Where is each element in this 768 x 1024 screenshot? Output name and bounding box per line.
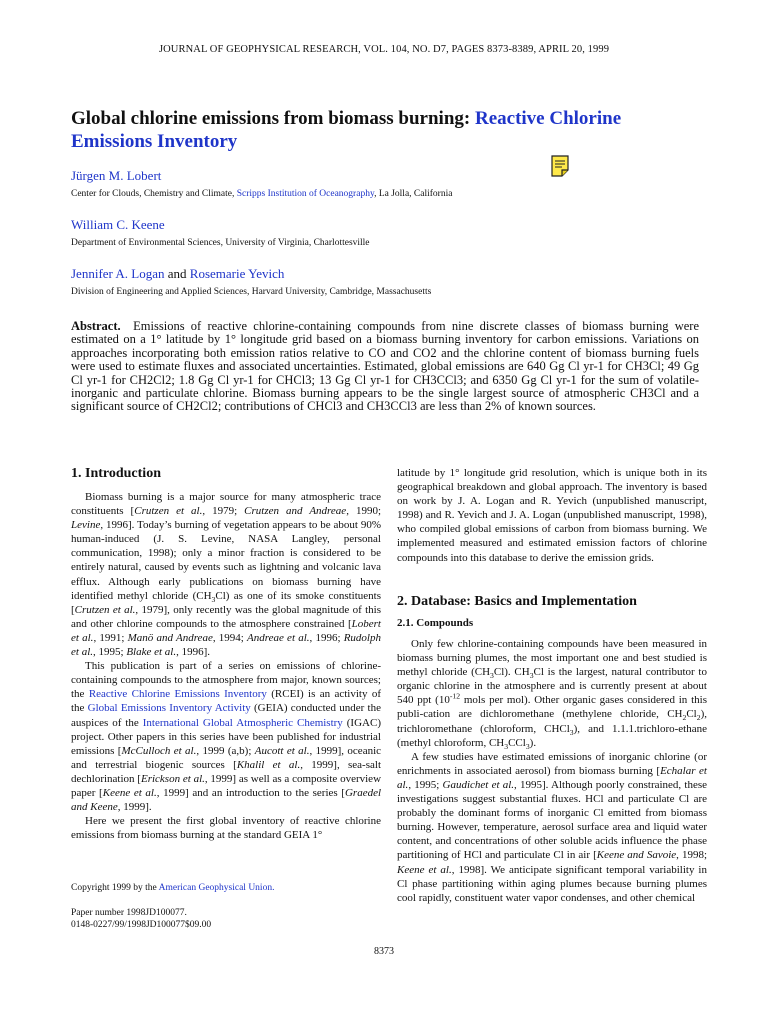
abstract — [71, 320, 699, 414]
abstract-text: Emissions of reactive chlorine-containing compounds from nine discrete classes of biomass burning were estimated on a 1° latitude by 1° longitude grid based on a biomass burning inventory for carbon emissions. Variations on approaches incorporating both emission ratios relative to CO and CO2 and the chlorine content of biomass burning fuels were used to estimate fluxes and associated uncertainties. Estimated, global emissions are 640 Gg Cl yr-1 for CH3Cl; 49 Gg Cl yr-1 for CH2Cl2; 1.8 Gg Cl yr-1 for CHCl3; 13 Gg Cl yr-1 for CH3CCl3; and 6350 Gg Cl yr-1 for the sum of volatile-inorganic and particulate chlorine. Biomass burning appears to be the single largest source of atmospheric CH3Cl and a significant source of CH2Cl2; contributions of CHCl3 and CH3CCl3 are less than 2% of known sources. — [71, 319, 700, 414]
compounds-column: Only few chlorine-containing compounds have been measured in biomass burning plumes, the most important one and best studied is methyl chloride $(CH_3Cl)$. $CH_3Cl$ is the largest, natural contributor to organic chlorine in the atmosphere and is currently present at about 540 ppt ($10^{-12}$ mols per mol). Other organic gases considered in this publi-cation are dichloromethane (methylene chloride, $CH_2Cl_2$), trichloromethane (chloroform, CHCl$_3$), and 1.1.1.trichloro-ethane (methyl chloroform, $CH_3CCl_3$). A few studies have estimated emissions of inorganic chlorine (or enrichments in associated aerosol) from biomass burning [Echalar et al., 1995; Gaudichet et al., 1995]. Although poorly constrained, these investigations suggest substantial fluxes. HCl and particulate Cl are probably the dominant forms of inorganic Cl emitted from biomass burning. However, temperature, aerosol surface area and liquid water content, and concentrations of other soluble acids influence the phase partitioning of HCl and particulate Cl in air [Keene and Savoie, 1998; Keene et al., 1998]. We anticipate significant temporal variability in Cl phase partitioning within aging plumes because burning plumes cool rapidly, constituent water vapor condenses, and other chemical — [397, 638, 707, 904]
issn: 0148-0227/99/1998JD100077$09.00 — [71, 920, 212, 930]
intro-heading: 1. Introduction — [71, 466, 161, 481]
sticky-note-icon[interactable] — [550, 155, 570, 177]
agu-link[interactable]: American Geophysical Union. — [158, 883, 275, 893]
affiliation-harvard: Division of Engineering and Applied Sciences, Harvard University, Cambridge, Massachusetts — [71, 287, 432, 297]
abstract-label: Abstract. — [71, 319, 121, 333]
authors-logan-yevich: Jennifer A. Logan and Rosemarie Yevich — [71, 266, 285, 281]
page-number: 8373 — [374, 946, 394, 957]
affiliation-lobert: Center for Clouds, Chemistry and Climate, Scripps Institution of Oceanography, La Jolla, California — [71, 189, 453, 199]
author-logan[interactable]: Jennifer A. Logan — [71, 266, 165, 281]
intro-continued: latitude by 1° longitude grid resolution, which is unique both in its geographical breakdown and global approach. The inventory is based on work by J. A. Logan and R. Yevich (unpublished manuscript, 1998) and R. Yevich and J. A. Logan (unpublished manuscript, 1998), who compiled global emissions of carbon from biomass burning. We implemented measured and estimated emission factors of chlorine compounds into this database to derive the emission grids. — [397, 467, 707, 564]
copyright: Copyright 1999 by the American Geophysical Union. — [71, 883, 275, 893]
journal-header: JOURNAL OF GEOPHYSICAL RESEARCH, VOL. 104, NO. D7, PAGES 8373-8389, APRIL 20, 1999 — [158, 44, 610, 55]
author-lobert[interactable]: Jürgen M. Lobert — [71, 168, 162, 183]
intro-column: Biomass burning is a major source for many atmospheric trace constituents [Crutzen et al., 1979; Crutzen and Andreae, 1990; Levine, 1996]. Today’s burning of vegetation appears to be about 90% human-induced (J. S. Levine, NASA Langley, personal communication, 1998); only a minor fraction is considered to be entirely natural, caused by events such as lightning and volcanic lava efflux. Although early publications on biomass burning have identified methyl chloride $(CH_3Cl)$ as one of its smoke constituents [Crutzen et al., 1979], only recently was the global magnitude of this and other chlorine compounds to the atmosphere constrained [Lobert et al., 1991; Manö and Andreae, 1994; Andreae et al., 1996; Rudolph et al., 1995; Blake et al., 1996]. This publication is part of a series on emissions of chlorine-containing compounds to the atmosphere from major, known sources; the Reactive Chlorine Emissions Inventory (RCEI) is an activity of the Global Emissions Inventory Activity (GEIA) conducted under the auspices of the International Global Atmospheric Chemistry (IGAC) project. Other papers in this series have been published for industrial emissions [McCulloch et al., 1999 (a,b); Aucott et al., 1999], oceanic and terrestrial biogenic sources [Khalil et al., 1999], sea-salt dechlorination [Erickson et al., 1999] as well as a composite overview paper [Keene et al., 1999] and an introduction to the series [Graedel and Keene, 1999]. Here we present the first global inventory of reactive chlorine emissions from biomass burning at the standard GEIA 1° — [71, 491, 382, 842]
affiliation-keene: Department of Environmental Sciences, University of Virginia, Charlottesville — [71, 238, 370, 248]
scripps-link[interactable]: Scripps Institution of Oceanography — [236, 189, 375, 199]
database-heading: 2. Database: Basics and Implementation — [397, 594, 637, 609]
compounds-heading: 2.1. Compounds — [397, 617, 474, 629]
paper-number: Paper number 1998JD100077. — [71, 908, 187, 918]
author-yevich[interactable]: Rosemarie Yevich — [189, 266, 285, 281]
paper-title — [71, 107, 631, 153]
title-part1: Global chlorine emissions from biomass burning: — [71, 108, 475, 129]
title-link[interactable]: Reactive Chlorine Emissions Inventory — [71, 108, 622, 152]
author-keene[interactable]: William C. Keene — [71, 217, 165, 232]
